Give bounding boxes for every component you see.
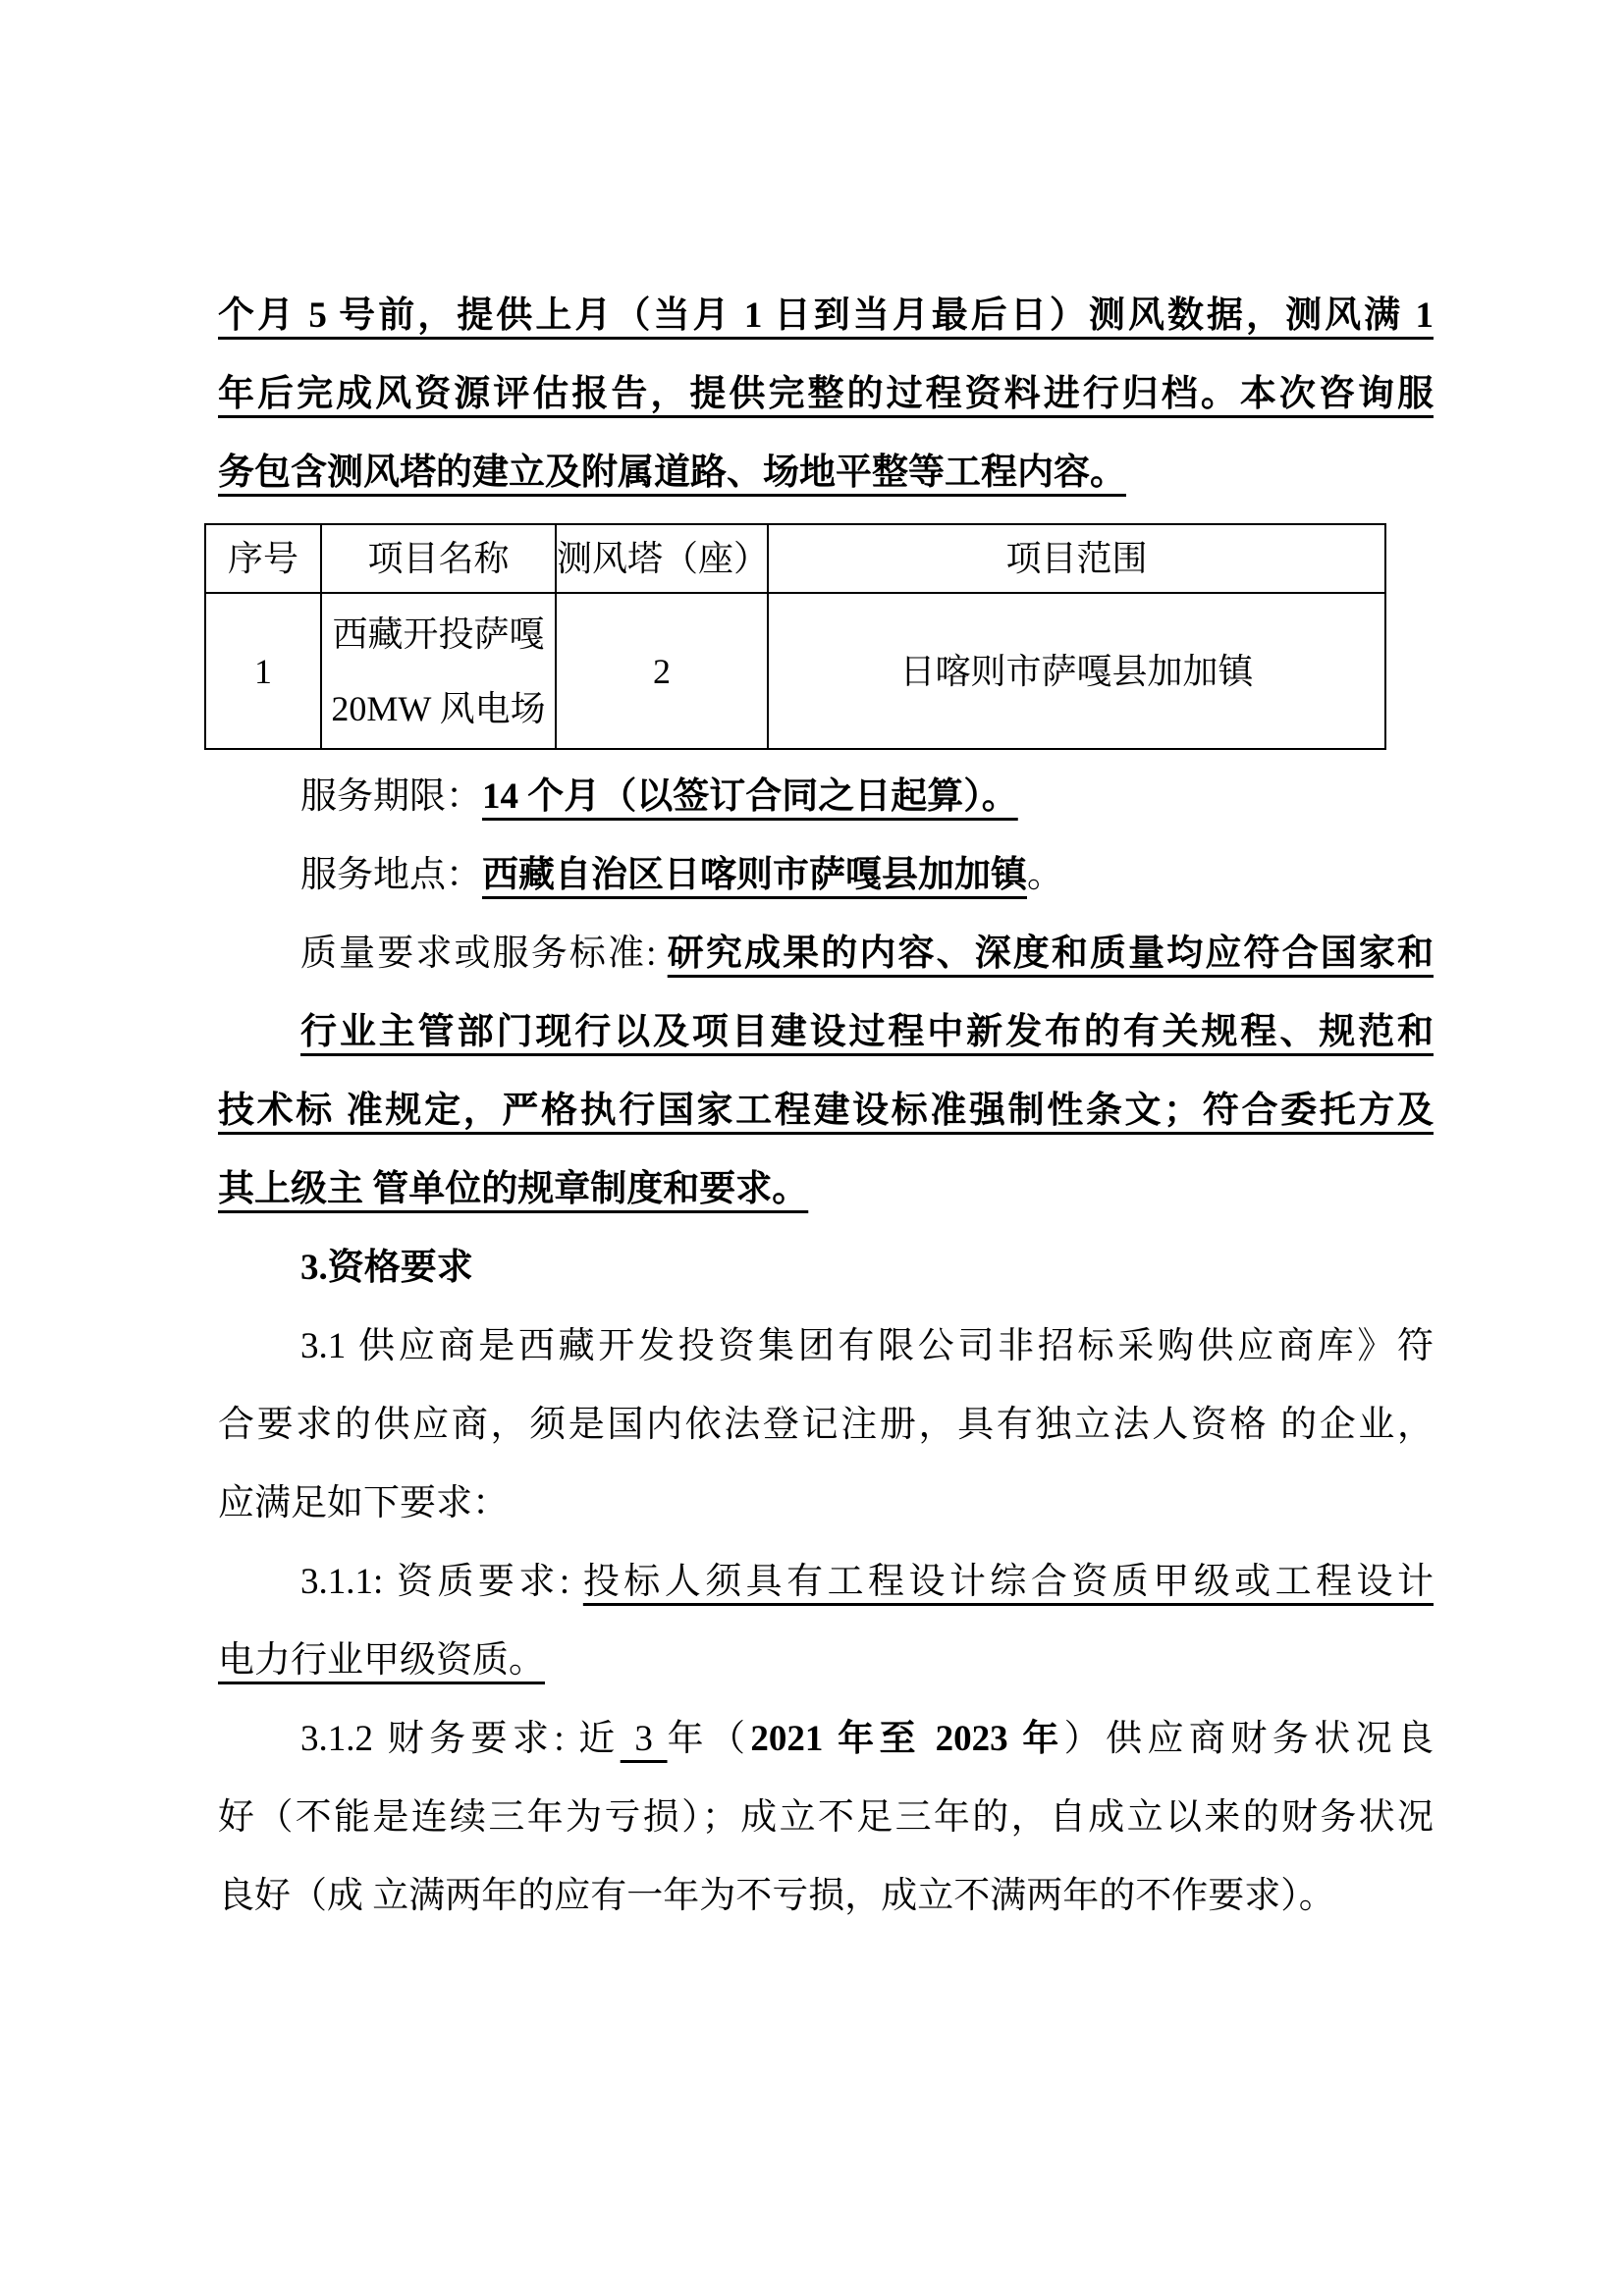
service-period-label: 服务期限： xyxy=(300,776,482,817)
quality-line-4 xyxy=(218,1150,1434,1229)
cell-project-scope: 日喀则市萨嘎县加加镇 xyxy=(768,593,1385,749)
project-name-line-1: 西藏开投萨嘎 xyxy=(332,614,545,654)
clause-3-1-2-mid: 年（ xyxy=(667,1719,751,1759)
quality-line-2 xyxy=(218,993,1434,1072)
clause-3-1-2-line-1 xyxy=(218,1700,1434,1779)
clause-3-1-line-1-text: 3.1 供应商是西藏开发投资集团有限公司非招标采购供应商库》符 xyxy=(300,1326,1434,1366)
qualification-heading-text: 3.资格要求 xyxy=(300,1248,473,1288)
quality-line-4-text: 其上级主 管单位的规章制度和要求。 xyxy=(218,1169,809,1209)
service-period-line xyxy=(218,758,1434,836)
clause-3-1-2-line-3 xyxy=(218,1857,1434,1936)
qualification-heading xyxy=(218,1229,1434,1308)
clause-3-1-2-line-3-text: 良好（成 立满两年的应有一年为不亏损，成立不满两年的不作要求）。 xyxy=(218,1876,1335,1916)
table-row xyxy=(205,593,1385,749)
quality-line-1-text: 研究成果的内容、深度和质量均应符合国家和 xyxy=(667,934,1435,974)
intro-line-2-text: 年后完成风资源评估报告，提供完整的过程资料进行归档。本次咨询服 xyxy=(218,374,1434,414)
service-location-label: 服务地点： xyxy=(300,855,482,895)
intro-line-3 xyxy=(218,434,1434,512)
clause-3-1-line-2 xyxy=(218,1386,1434,1465)
clause-3-1-line-3-text: 应满足如下要求： xyxy=(218,1483,509,1523)
clause-3-1-1-line-2 xyxy=(218,1622,1434,1700)
clause-3-1-2-line-2 xyxy=(218,1779,1434,1857)
intro-line-2 xyxy=(218,355,1434,434)
col-header-project-name: 项目名称 xyxy=(321,524,556,593)
clause-3-1-1-label: 3.1.1: 资质要求: xyxy=(300,1562,583,1602)
clause-3-1-1-requirement-cont: 电力行业甲级资质。 xyxy=(218,1640,545,1681)
project-name-line-2: 20MW 风电场 xyxy=(331,688,546,728)
clause-3-1-line-2-text: 合要求的供应商，须是国内依法登记注册，具有独立法人资格 的企业， xyxy=(218,1405,1434,1445)
clause-3-1-2-suffix: ）供应商财务状况良 xyxy=(1063,1719,1435,1759)
service-location-value: 西藏自治区日喀则市萨嘎县加加镇 xyxy=(482,855,1027,895)
col-header-project-scope: 项目范围 xyxy=(768,524,1385,593)
clause-3-1-line-3 xyxy=(218,1465,1434,1543)
service-location-period: 。 xyxy=(1027,855,1063,895)
cell-project-name xyxy=(321,593,556,749)
col-header-wind-towers: 测风塔（座） xyxy=(556,524,768,593)
projects-table xyxy=(204,523,1386,750)
clause-3-1-2-prefix: 3.1.2 财务要求: 近 xyxy=(300,1719,621,1759)
quality-label: 质量要求或服务标准: xyxy=(300,934,668,974)
quality-line-3 xyxy=(218,1072,1434,1150)
clause-3-1-2-years-count: 3 xyxy=(620,1719,668,1759)
quality-line-1 xyxy=(218,915,1434,993)
table-header-row xyxy=(205,524,1385,593)
clause-3-1-line-1 xyxy=(218,1308,1434,1386)
service-period-value: 14 个月（以签订合同之日起算）。 xyxy=(482,776,1018,817)
quality-line-2-text: 行业主管部门现行以及项目建设过程中新发布的有关规程、规范和 xyxy=(300,1012,1434,1052)
col-header-serial-number: 序号 xyxy=(205,524,321,593)
document-body xyxy=(218,277,1434,1936)
clause-3-1-1-requirement: 投标人须具有工程设计综合资质甲级或工程设计 xyxy=(582,1562,1435,1602)
cell-wind-towers: 2 xyxy=(556,593,768,749)
intro-line-1-text: 个月 5 号前，提供上月（当月 1 日到当月最后日）测风数据，测风满 1 xyxy=(218,295,1434,336)
clause-3-1-2-line-2-text: 好（不能是连续三年为亏损）；成立不足三年的，自成立以来的财务状况 xyxy=(218,1797,1434,1838)
service-location-line xyxy=(218,836,1434,915)
clause-3-1-1-line-1 xyxy=(218,1543,1434,1622)
quality-line-3-text: 技术标 准规定，严格执行国家工程建设标准强制性条文；符合委托方及 xyxy=(218,1091,1434,1131)
clause-3-1-2-year-range: 2021 年至 2023 年 xyxy=(750,1719,1064,1759)
cell-serial-number: 1 xyxy=(205,593,321,749)
intro-line-3-text: 务包含测风塔的建立及附属道路、场地平整等工程内容。 xyxy=(218,453,1126,493)
intro-line-1 xyxy=(218,277,1434,355)
